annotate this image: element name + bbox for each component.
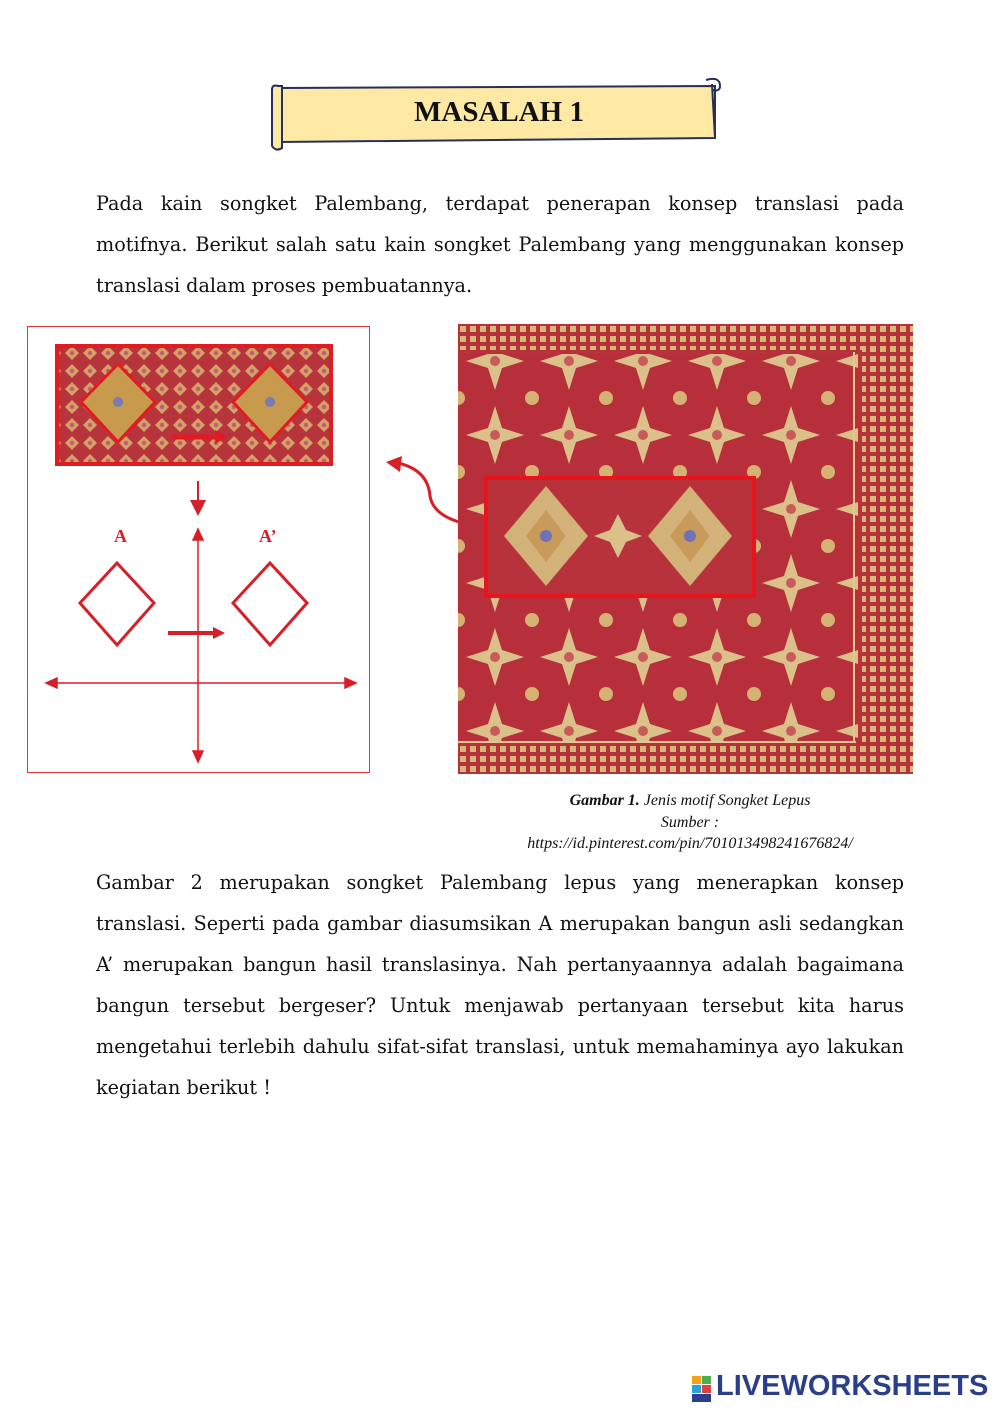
caption-title: Jenis motif Songket Lepus [639, 792, 811, 809]
intro-paragraph: Pada kain songket Palembang, terdapat penerapan konsep translasi pada motifnya. Berikut salah satu kain songket Palembang yang menggunakan konsep translasi dalam proses pembuatannya. [96, 192, 904, 297]
liveworksheets-brand[interactable]: LIVEWORKSHEETS [716, 1370, 989, 1402]
caption-figure-number: Gambar 1. [569, 792, 640, 809]
fabric-crop-image [57, 346, 331, 464]
translation-arrowhead [213, 627, 225, 639]
songket-lepus-photo [458, 324, 913, 774]
translation-diagram [27, 326, 370, 773]
caption-source-url: https://id.pinterest.com/pin/701013498241676824/ [527, 835, 853, 852]
liveworksheets-logo-icon [692, 1376, 712, 1402]
explanation-paragraph: Gambar 2 merupakan songket Palembang lepus yang menerapkan konsep translasi. Seperti pada gambar diasumsikan A merupakan bangun asli sedangkan A’ merupakan bangun hasil translasinya. Nah pertanyaannya adalah bagaimana bangun tersebut bergeser? Untuk menjawab pertanyaan tersebut kita harus mengetahui terlebih dahulu sifat-sifat translasi, untuk memahaminya ayo lakukan kegiatan berikut ! [96, 871, 904, 1099]
shape-a-rhombus [80, 563, 154, 645]
label-original-shape: A [114, 526, 127, 546]
page-title: MASALAH 1 [414, 96, 584, 128]
caption-source-label: Sumber : [660, 814, 720, 831]
shape-a-prime-rhombus [233, 563, 307, 645]
figure-caption [470, 792, 910, 810]
coordinate-axes [46, 529, 356, 762]
label-translated-shape: A’ [259, 526, 277, 546]
